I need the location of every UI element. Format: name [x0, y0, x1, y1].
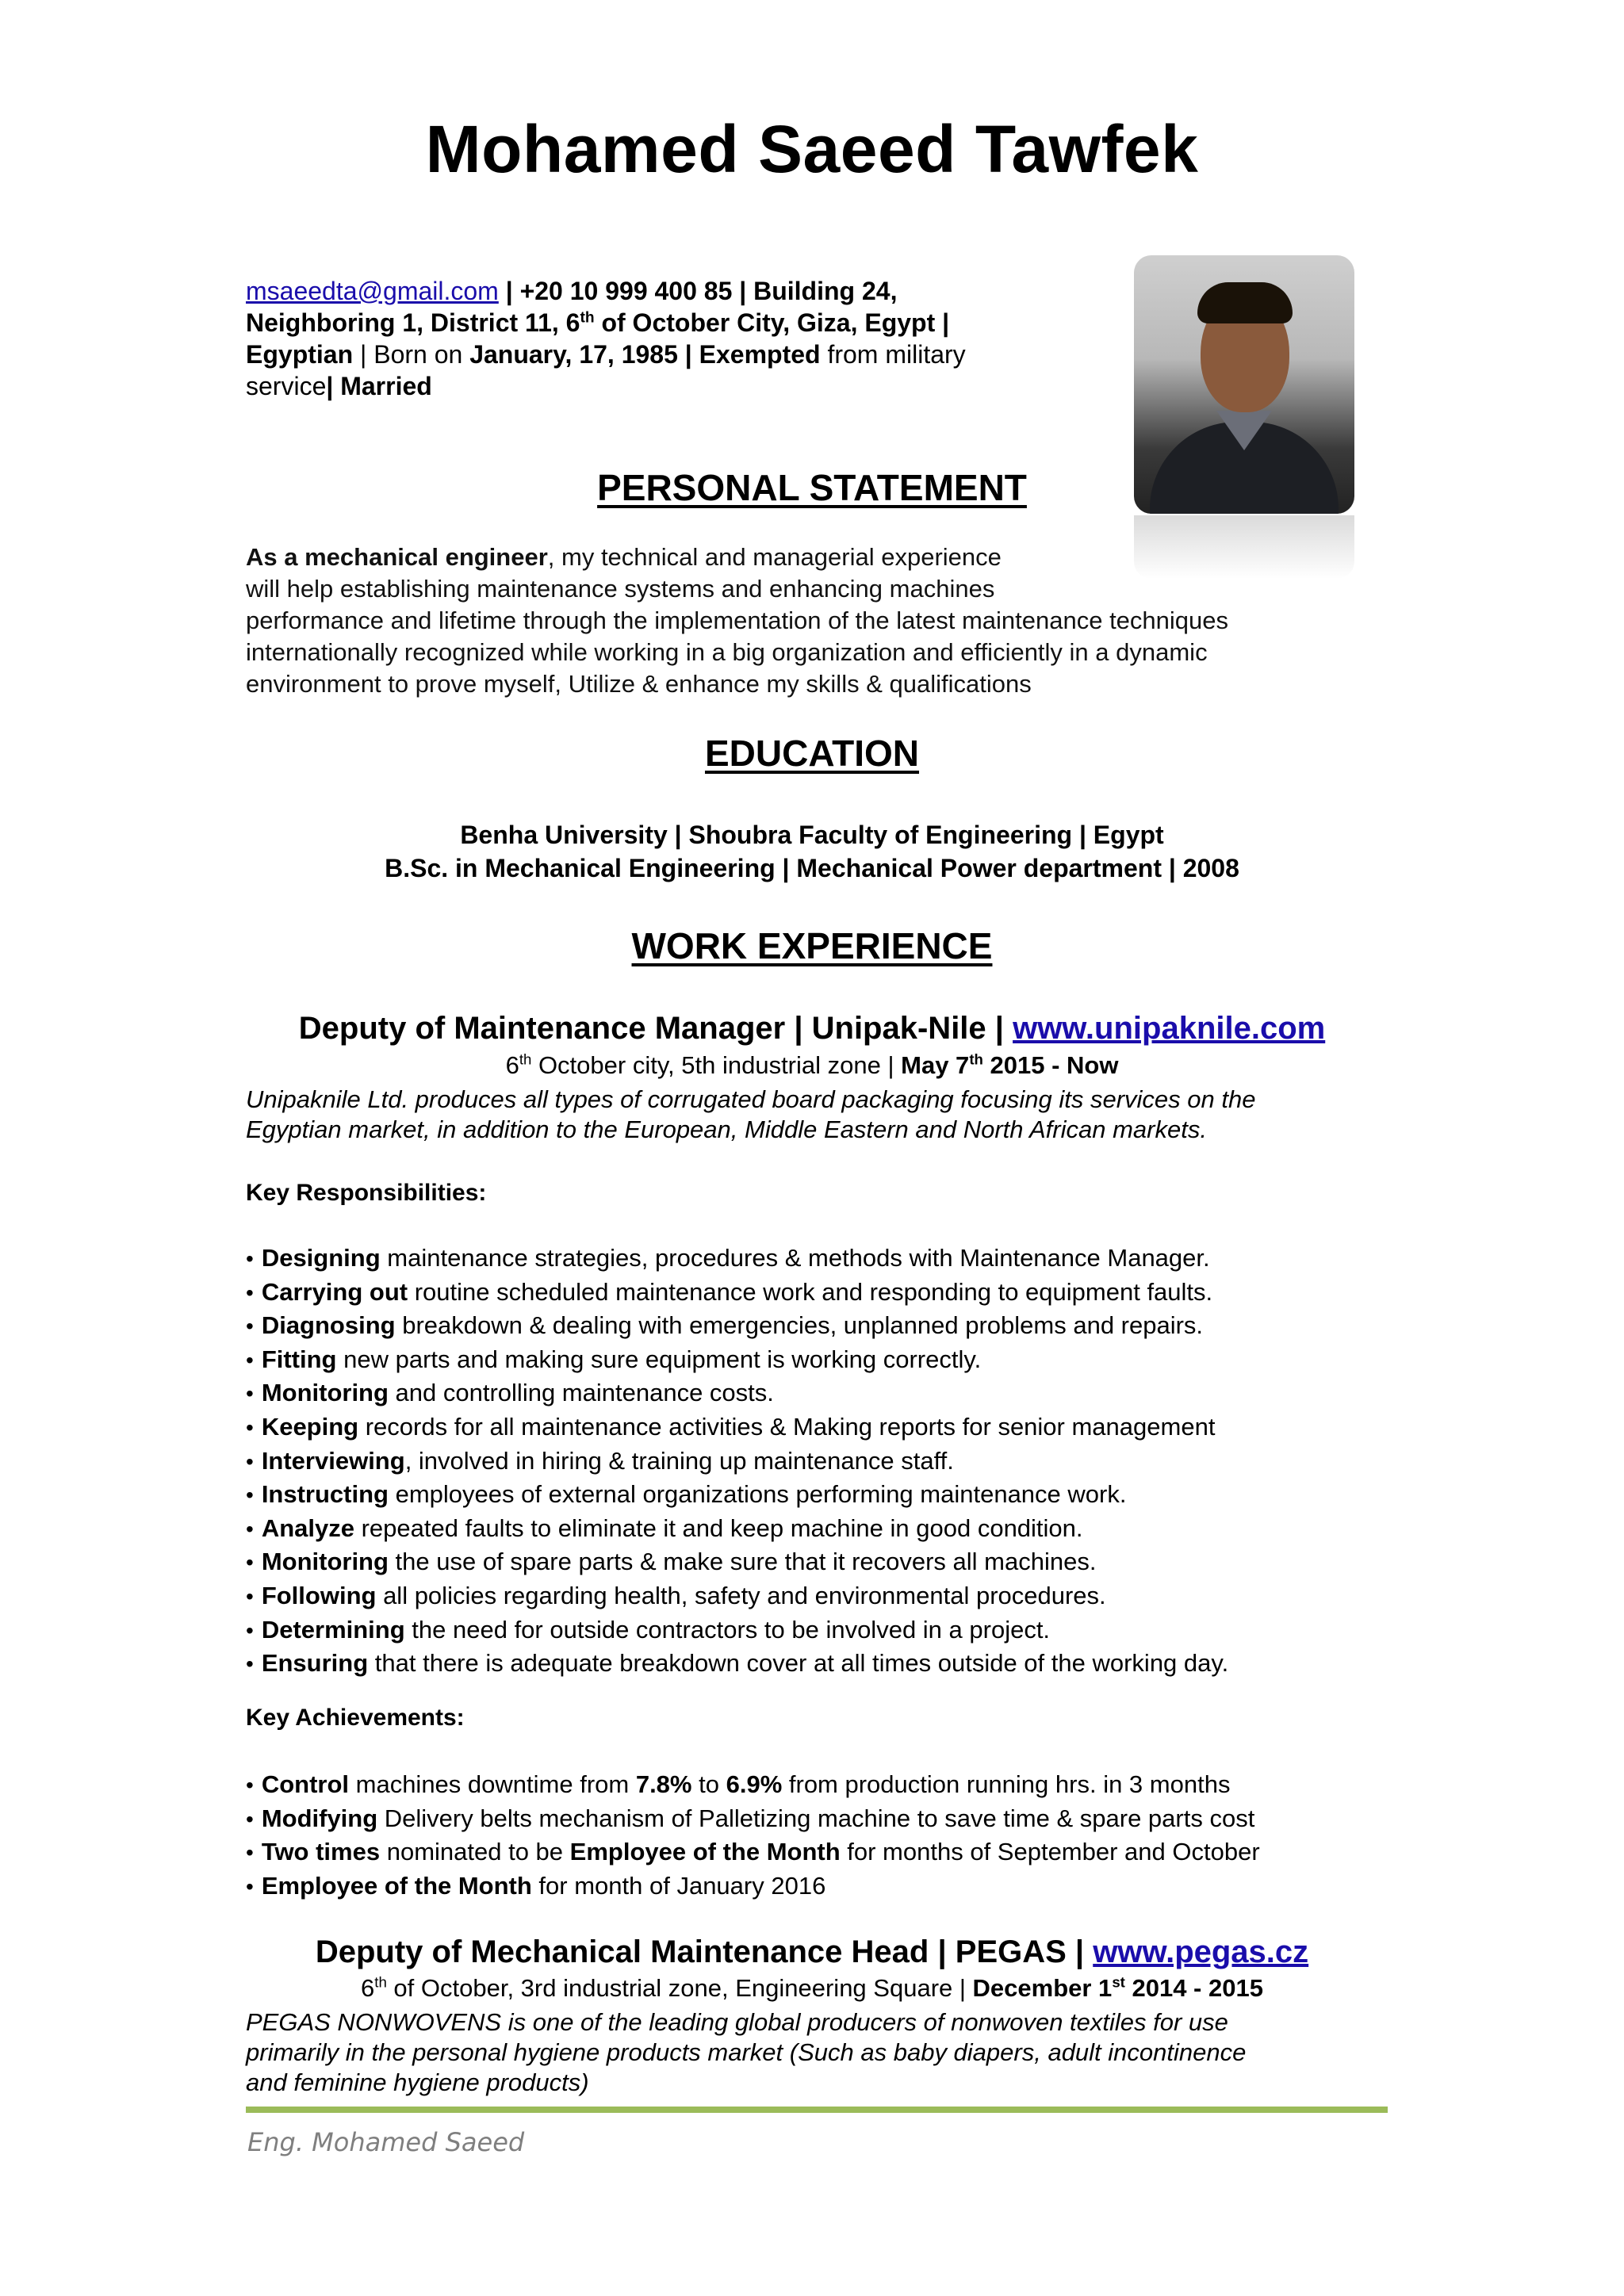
responsibility-item: • Designing maintenance strategies, procedures & methods with Maintenance Manager. — [246, 1242, 1396, 1276]
nationality: Egyptian — [246, 340, 354, 369]
responsibility-item: • Determining the need for outside contractors to be involved in a project. — [246, 1613, 1396, 1647]
achievement-item: • Two times nominated to be Employee of the Month for months of September and October — [246, 1835, 1396, 1869]
responsibility-item: • Interviewing, involved in hiring & training up maintenance staff. — [246, 1445, 1396, 1479]
job2-title: Deputy of Mechanical Maintenance Head | PEGAS | www.pegas.cz — [315, 1934, 1309, 1969]
birth-date: January, 17, 1985 — [469, 340, 678, 369]
key-responsibilities-heading: Key Responsibilities: — [246, 1180, 487, 1206]
job2-location-date: 6th of October, 3rd industrial zone, Engineering Square | December 1st 2014 - 2015 — [361, 1973, 1263, 2002]
achievement-item: • Control machines downtime from 7.8% to 6.9% from production running hrs. in 3 months — [246, 1768, 1396, 1802]
achievement-item: • Employee of the Month for month of January 2016 — [246, 1869, 1396, 1904]
personal-statement-heading: PERSONAL STATEMENT — [597, 467, 1027, 508]
job1-url-link[interactable]: www.unipaknile.com — [1013, 1011, 1326, 1046]
contact-info: msaeedta@gmail.com | +20 10 999 400 85 | Building 24, Neighboring 1, District 11, 6th of October City, Giza, Egypt | Egyptian | Born on January, 17, 1985 | Exempted from military service| Married — [246, 277, 966, 400]
education-heading: EDUCATION — [704, 733, 920, 774]
footer-text: Eng. Mohamed Saeed — [247, 2127, 525, 2157]
email-link[interactable]: msaeedta@gmail.com — [246, 277, 499, 305]
responsibilities-list — [246, 1242, 1396, 1681]
born-label: | Born on — [353, 340, 470, 369]
photo-hair — [1197, 282, 1293, 323]
responsibility-item: • Fitting new parts and making sure equipment is working correctly. — [246, 1343, 1396, 1377]
responsibility-item: • Following all policies regarding health, safety and environmental procedures. — [246, 1579, 1396, 1613]
footer-divider — [246, 2107, 1388, 2113]
work-experience-heading: WORK EXPERIENCE — [631, 925, 993, 966]
candidate-name: Mohamed Saeed Tawfek — [425, 112, 1199, 186]
education-details: Benha University | Shoubra Faculty of Engineering | Egypt B.Sc. in Mechanical Engineering | Mechanical Power department | 2008 — [385, 821, 1239, 882]
job1-title: Deputy of Maintenance Manager | Unipak-Nile | www.unipaknile.com — [298, 1011, 1326, 1046]
responsibility-item: • Analyze repeated faults to eliminate it and keep machine in good condition. — [246, 1512, 1396, 1546]
responsibility-item: • Ensuring that there is adequate breakdown cover at all times outside of the working day. — [246, 1647, 1396, 1681]
job1-location-date: 6th October city, 5th industrial zone | May 7th 2015 - Now — [505, 1050, 1119, 1079]
responsibility-item: • Keeping records for all maintenance activities & Making reports for senior management — [246, 1410, 1396, 1445]
military-status: | Exempted — [677, 340, 821, 369]
marital-status: Married — [340, 372, 432, 400]
responsibility-item: • Instructing employees of external organizations performing maintenance work. — [246, 1478, 1396, 1512]
responsibility-item: • Monitoring and controlling maintenance costs. — [246, 1376, 1396, 1410]
key-achievements-heading: Key Achievements: — [246, 1705, 465, 1731]
achievements-list — [246, 1768, 1396, 1903]
responsibility-item: • Monitoring the use of spare parts & make sure that it recovers all machines. — [246, 1545, 1396, 1579]
job2-description: PEGAS NONWOVENS is one of the leading global producers of nonwoven textiles for use primarily in the personal hygiene products market (Such as baby diapers, adult incontinence and feminine hygiene products) — [246, 2008, 1247, 2096]
responsibility-item: • Diagnosing breakdown & dealing with emergencies, unplanned problems and repairs. — [246, 1309, 1396, 1343]
achievement-item: • Modifying Delivery belts mechanism of Palletizing machine to save time & spare parts cost — [246, 1802, 1396, 1836]
address-line: Neighboring 1, District 11, 6th of October City, Giza, Egypt | — [246, 308, 950, 337]
job2-url-link[interactable]: www.pegas.cz — [1093, 1934, 1309, 1969]
personal-statement-text: As a mechanical engineer, my technical and managerial experience will help establishing maintenance systems and enhancing machines performance and lifetime through the implementation of the latest maintenance techniques internationally recognized while working in a big organization and efficiently in a dynamic environment to prove myself, Utilize & enhance my skills & qualifications — [246, 543, 1229, 698]
responsibility-item: • Carrying out routine scheduled maintenance work and responding to equipment faults. — [246, 1276, 1396, 1310]
phone-address: | +20 10 999 400 85 | Building 24, — [498, 277, 898, 305]
job1-description: Unipaknile Ltd. produces all types of corrugated board packaging focusing its services on the Egyptian market, in addition to the European, Middle Eastern and North African markets. — [246, 1085, 1256, 1143]
